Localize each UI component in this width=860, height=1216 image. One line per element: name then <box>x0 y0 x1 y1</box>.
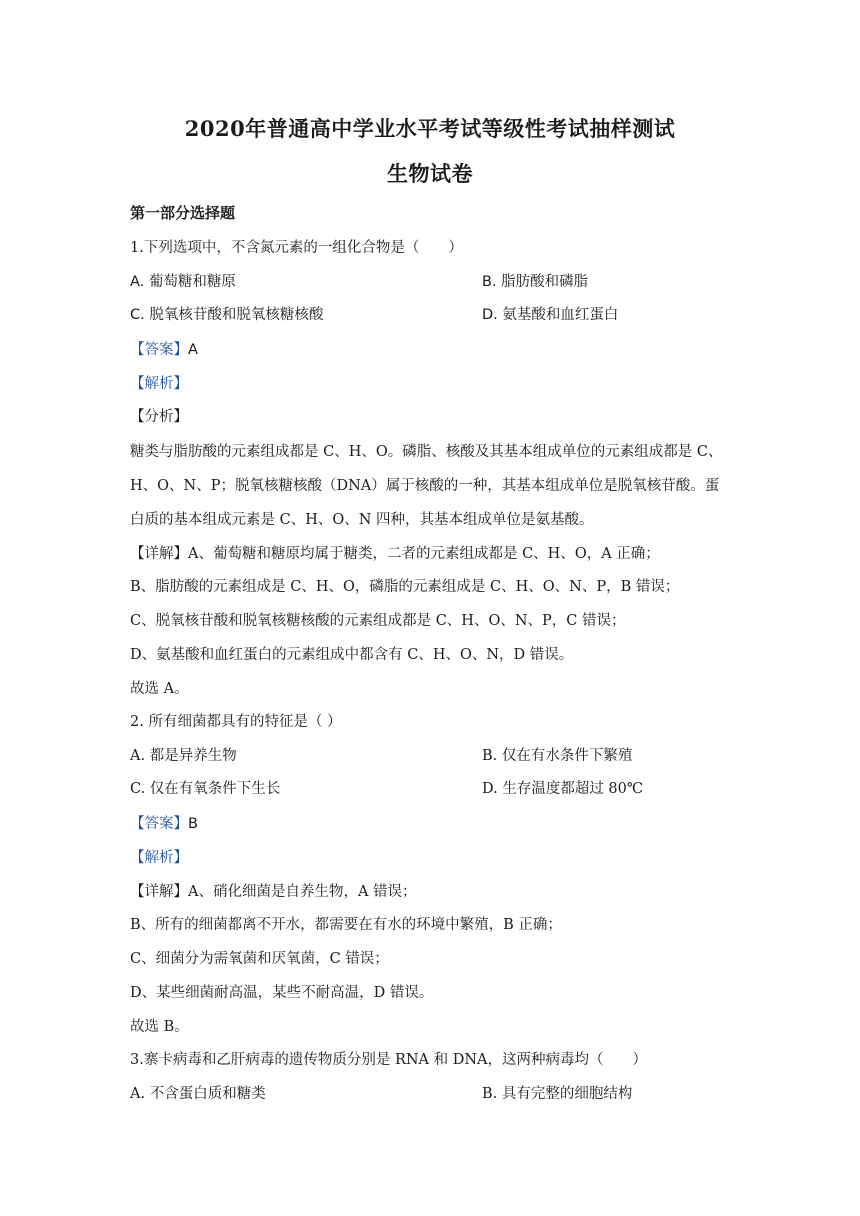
q2-detail-line <box>130 880 417 901</box>
q2-option-b: B. 仅在有水条件下繁殖 <box>482 748 633 764</box>
q1-option-b: B. 脂肪酸和磷脂 <box>482 274 589 290</box>
q1-analysis-line: 糖类与脂肪酸的元素组成都是 C、H、O。磷脂、核酸及其基本组成单位的元素组成都是 C、 <box>130 444 723 460</box>
q1-option-c: C. 脱氧核苷酸和脱氧核糖核酸 <box>130 307 324 323</box>
q2-stem: 2. 所有细菌都具有的特征是（ ） <box>130 714 342 730</box>
answer-value: B <box>188 816 198 832</box>
page-subtitle: 生物试卷 <box>387 161 473 186</box>
answer-label: 【答案】 <box>130 342 188 358</box>
q2-analysis-label: 【解析】 <box>130 850 188 866</box>
q1-analysis-line: 白质的基本组成元素是 C、H、O、N 四种，其基本组成单位是氨基酸。 <box>130 512 594 528</box>
q1-detail-line: B、脂肪酸的元素组成是 C、H、O，磷脂的元素组成是 C、H、O、N、P，B 错误； <box>130 579 680 595</box>
q2-detail-line: C、细菌分为需氧菌和厌氧菌，C 错误； <box>130 951 389 967</box>
q1-detail-line <box>130 542 660 563</box>
q1-stem: 1.下列选项中，不含氮元素的一组化合物是（ ） <box>130 240 463 256</box>
q1-answer <box>130 338 198 359</box>
q3-option-a: A. 不含蛋白质和糖类 <box>130 1086 266 1102</box>
q2-detail-line: B、所有的细菌都离不开水，都需要在有水的环境中繁殖，B 正确； <box>130 917 562 933</box>
q1-conclusion: 故选 A。 <box>130 681 189 697</box>
detail-text: A、葡萄糖和糖原均属于糖类，二者的元素组成都是 C、H、O，A 正确； <box>188 546 660 562</box>
detail-label: 【详解】 <box>130 884 188 900</box>
detail-text: A、硝化细菌是自养生物，A 错误； <box>188 884 417 900</box>
q2-option-d: D. 生存温度都超过 80℃ <box>482 781 644 797</box>
q2-conclusion: 故选 B。 <box>130 1019 189 1035</box>
q2-answer <box>130 812 198 833</box>
q3-stem: 3.寨卡病毒和乙肝病毒的遗传物质分别是 RNA 和 DNA，这两种病毒均（ ） <box>130 1052 648 1068</box>
q2-option-c: C. 仅在有氧条件下生长 <box>130 781 281 797</box>
q1-option-a: A. 葡萄糖和糖原 <box>130 274 236 290</box>
q1-analysis-label: 【解析】 <box>130 376 188 392</box>
page-title: 2020年普通高中学业水平考试等级性考试抽样测试 <box>184 116 676 141</box>
q2-option-a: A. 都是异养生物 <box>130 748 237 764</box>
q1-analysis-line: H、O、N、P；脱氧核糖核酸（DNA）属于核酸的一种，其基本组成单位是脱氧核苷酸。蛋 <box>130 478 720 494</box>
q2-detail-line: D、某些细菌耐高温，某些不耐高温，D 错误。 <box>130 985 434 1001</box>
detail-label: 【详解】 <box>130 546 188 562</box>
q3-option-b: B. 具有完整的细胞结构 <box>482 1086 633 1102</box>
q1-sub-label: 【分析】 <box>130 409 188 425</box>
answer-value: A <box>188 342 198 358</box>
q1-detail-line: C、脱氧核苷酸和脱氧核糖核酸的元素组成都是 C、H、O、N、P，C 错误； <box>130 613 626 629</box>
answer-label: 【答案】 <box>130 816 188 832</box>
q1-option-d: D. 氨基酸和血红蛋白 <box>482 307 619 323</box>
section-heading: 第一部分选择题 <box>130 204 236 222</box>
q1-detail-line: D、氨基酸和血红蛋白的元素组成中都含有 C、H、O、N，D 错误。 <box>130 647 574 663</box>
